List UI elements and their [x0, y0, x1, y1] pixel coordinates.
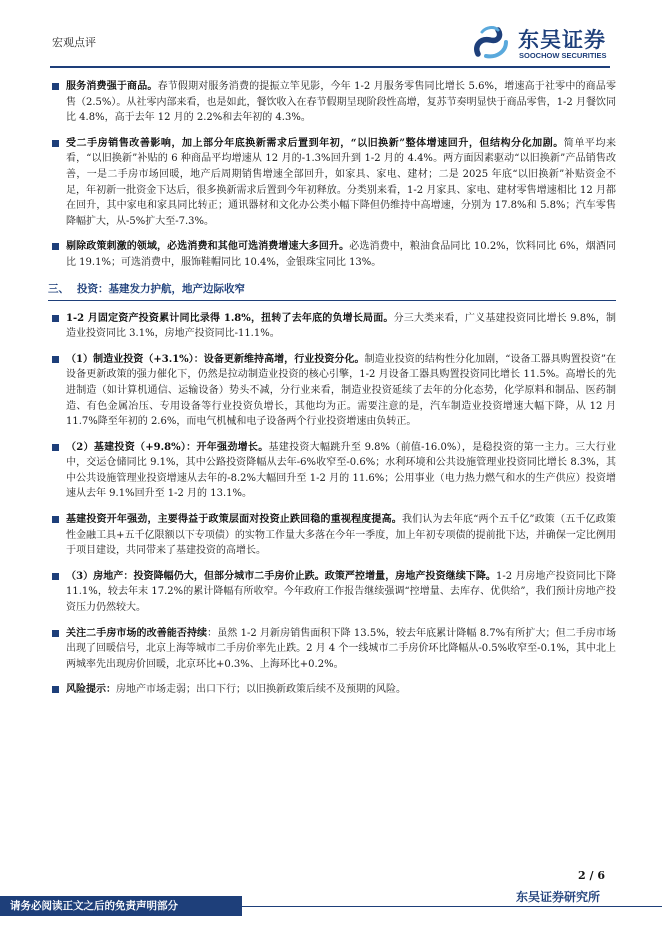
paragraph-body: 春节假期对服务消费的提振立竿见影，今年 1-2 月服务零售同比增长 5.6%，增速高于社零中的商品零售（2.5%）。从社零内部来看，也是如此，餐饮收入在春节假期呈现阶段性高增，复苏节奏明显快于商品零售，1-2 月餐饮同比 4.8%，高于去年 12 月的 2.2%和去年初的 4.3%。: [66, 81, 617, 124]
paragraph-lead: 剔除政策刺激的领域，必选消费和其他可选消费增速大多回升。: [66, 241, 350, 253]
paragraph-body: 分三大类来看，广义基建投资同比增长 9.8%，制造业投资同比 3.1%，房地产投资同比-11.1%。: [66, 312, 616, 340]
paragraph-body: 简单平均来看，“以旧换新”补贴的 6 种商品平均增速从 12 月的-1.3%回升到 1-2 月的 4.4%。两方面因素驱动“以旧换新”产品销售改善，一是二手房市场回暖，地产后周期销售增速全部回升，如家具、家电、建材；二是 2025 年底“以旧换新”补贴资金不足，年初新一批资金下达后，很多换新需求后置到今年初释放。分类别来看，1-2 月家具、家电、建材零售增速相比 12 月都在回升，其中家电和家具同比转正；通讯器材和文化办公类小幅下降但仍维持中高增速，分别为 17.8%和 5.8%；汽车零售降幅扩大，从-5%扩大至-7.3%。: [66, 137, 616, 227]
paragraph-body: 基建投资大幅跳升至 9.8%（前值-16.0%），是稳投资的第一主力。三大行业中，交运仓储同比 9.1%，其中公路投资降幅从去年-6%收窄至-0.6%；水利环境和公共设施管理业投资同比增长 8.3%，其中公共设施管理业投资增速从去年的-8.2%大幅回升至 1-2 月的 11.6%；公用事业（电力热力燃气和水的生产供应）投资增速从去年 9.1%回升至 1-2 月的 13.1%。: [66, 441, 616, 500]
paragraph-lead: （3）房地产：投资降幅仍大，但部分城市二手房价止跌。政策严控增量，房地产投资继续下降。: [66, 570, 496, 582]
section-title: 投资：基建发力护航，地产边际收窄: [77, 282, 245, 295]
report-category: 宏观点评: [52, 36, 96, 49]
paragraph-fixed-asset-investment: [48, 311, 616, 342]
square-bullet-icon: [52, 315, 59, 322]
square-bullet-icon: [52, 243, 59, 250]
footer-disclaimer: 请务必阅读正文之后的免责声明部分: [0, 896, 242, 916]
square-bullet-icon: [52, 83, 59, 90]
company-logo: [472, 22, 622, 64]
paragraph-lead: 关注二手房市场的改善能否持续: [66, 627, 208, 639]
paragraph-body: 我们认为去年底“两个五千亿”政策（五千亿政策性金融工具+五千亿限额以下专项债）的实物工作量大多落在今年一季度，加上年初专项债的提前批下达，并确保一定比例用于项目建设，共同带来了基建投资的高增长。: [66, 514, 616, 557]
paragraph-body: 必选消费中，粮油食品同比 10.2%，饮料同比 6%，烟酒同比 19.1%；可选消费中，服饰鞋帽同比 10.4%，金银珠宝同比 13%。: [66, 241, 616, 268]
logo-chinese-name: 东吴证券: [518, 28, 606, 52]
paragraph-lead: 服务消费强于商品。: [66, 81, 158, 92]
square-bullet-icon: [52, 630, 59, 637]
paragraph-lead: （2）基建投资（+9.8%）：开年强劲增长。: [66, 441, 269, 453]
paragraph-body: ：虽然 1-2 月新房销售面积下降 13.5%，较去年底累计降幅 8.7%有所扩大；但二手房市场出现了回暖信号，北京上海等城市二手房价率先止跌。2 月 4 个一线城市二手房价环比降幅从-0.5%收窄至-0.1%，其中北上两城率先出现房价回暖，北京环比+0.3%、上海环比+0.2%。: [66, 627, 617, 670]
square-bullet-icon: [52, 444, 59, 451]
footer-divider: [242, 906, 662, 907]
paragraph-body: 制造业投资的结构性分化加剧，“设备工器具购置投资”在设备更新政策的强力催化下，仍然是拉动制造业投资的核心引擎，1-2 月设备工器具购置投资同比增长 11.5%。高增长的先进制造（如计算机通信、运输设备）势头不减，分行业来看，制造业投资延续了去年的分化态势，化学原料和制品、医药制造、有色金属冶压、专用设备等行业投资负增长，其他均为正。需要注意的是，汽车制造业投资增速大幅下降，从 12 月 11.7%降至年初的 2.6%，而电气机械和电子设备两个行业投资增速由负转正。: [66, 353, 616, 428]
report-body: [48, 79, 616, 698]
paragraph-lead: 受二手房销售改善影响，加上部分年底换新需求后置到年初，“以旧换新”整体增速回升，但结构分化加剧。: [66, 137, 564, 149]
paragraph-lead: 1-2 月固定资产投资累计同比录得 1.8%，扭转了去年底的负增长局面。: [66, 312, 394, 324]
paragraph-lead: 基建投资开年强劲，主要得益于政策层面对投资止跌回稳的重视程度提高。: [66, 514, 402, 526]
logo-english-name: SOOCHOW SECURITIES: [519, 51, 607, 60]
paragraph-essential-consumption: [48, 239, 616, 270]
section-number: 三、: [48, 282, 69, 295]
paragraph-service-consumption: [48, 79, 616, 126]
paragraph-body: 1-2 月房地产投资同比下降 11.1%，较去年末 17.2%的累计降幅有所收窄。今年政府工作报告继续强调“控增量、去库存、优供给”，我们预计房地产投资压力仍然较大。: [66, 570, 616, 614]
square-bullet-icon: [52, 686, 59, 693]
paragraph-lead: 风险提示：: [66, 684, 116, 696]
paragraph-second-hand-housing: [48, 626, 616, 673]
paragraph-risk-warning: [48, 682, 616, 698]
paragraph-lead: （1）制造业投资（+3.1%）：设备更新维持高增，行业投资分化。: [66, 353, 365, 365]
paragraph-trade-in: [48, 136, 616, 230]
section-heading-investment: [48, 281, 616, 301]
soochow-s-logo-icon: [472, 24, 512, 60]
page-number: 2 / 6: [578, 869, 605, 882]
square-bullet-icon: [52, 573, 59, 580]
header-divider: [50, 66, 610, 68]
paragraph-infrastructure-investment: [48, 440, 616, 502]
square-bullet-icon: [52, 516, 59, 523]
square-bullet-icon: [52, 356, 59, 363]
paragraph-infrastructure-drivers: [48, 512, 616, 559]
paragraph-real-estate-investment: [48, 569, 616, 616]
footer-organization: 东吴证券研究所: [516, 890, 601, 904]
paragraph-manufacturing-investment: [48, 352, 616, 430]
paragraph-body: 房地产市场走弱；出口下行；以旧换新政策后续不及预期的风险。: [116, 684, 406, 696]
square-bullet-icon: [52, 140, 59, 147]
